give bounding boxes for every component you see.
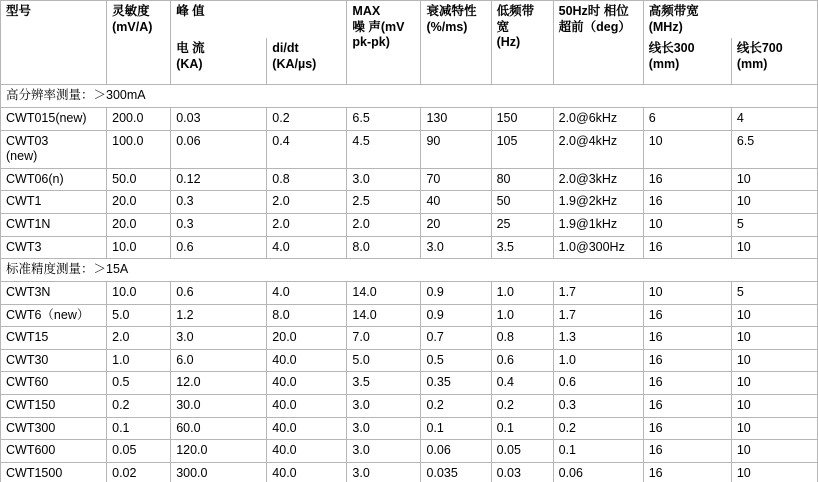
- cell-droop: 20: [421, 214, 491, 237]
- cell-droop: 0.35: [421, 372, 491, 395]
- cell-hf-bw-700: 10: [731, 236, 817, 259]
- col-header-droop: [421, 1, 491, 85]
- cell-hf-bw-300: 16: [643, 440, 731, 463]
- cell-didt: 0.2: [267, 107, 347, 130]
- cell-low-freq-bw: 1.0: [491, 304, 553, 327]
- col-header-noise-line2: 噪 声(mV: [352, 19, 405, 34]
- cell-model: CWT6（new）: [1, 304, 107, 327]
- section-title: 高分辨率测量：＞300mA: [1, 85, 818, 108]
- cell-sensitivity: 0.02: [107, 462, 171, 482]
- col-header-hf-300: [643, 38, 731, 85]
- cell-droop: 130: [421, 107, 491, 130]
- cell-peak-current: 0.3: [171, 191, 267, 214]
- cell-sensitivity: 0.1: [107, 417, 171, 440]
- cell-max-noise: 3.0: [347, 395, 421, 418]
- cell-peak-current: 12.0: [171, 372, 267, 395]
- col-header-model-label: 型号: [6, 4, 32, 18]
- cell-max-noise: 3.0: [347, 417, 421, 440]
- cell-hf-bw-300: 16: [643, 462, 731, 482]
- cell-hf-bw-700: 10: [731, 417, 817, 440]
- cell-low-freq-bw: 50: [491, 191, 553, 214]
- col-header-phase-line2: 超前（deg）: [558, 19, 631, 34]
- col-header-peak-current: [171, 38, 267, 85]
- table-row: [1, 168, 818, 191]
- section-title: 标准精度测量：＞15A: [1, 259, 818, 282]
- cell-low-freq-bw: 0.1: [491, 417, 553, 440]
- cell-phase-50hz: 0.6: [553, 372, 643, 395]
- cell-hf-bw-700: 10: [731, 372, 817, 395]
- table-row: [1, 281, 818, 304]
- cell-sensitivity: 2.0: [107, 327, 171, 350]
- col-header-low-freq-bw: [491, 1, 553, 85]
- cell-hf-bw-300: 16: [643, 417, 731, 440]
- cell-model: CWT600: [1, 440, 107, 463]
- cell-sensitivity: 10.0: [107, 281, 171, 304]
- cell-low-freq-bw: 0.2: [491, 395, 553, 418]
- cell-didt: 40.0: [267, 417, 347, 440]
- cell-low-freq-bw: 105: [491, 130, 553, 168]
- cell-hf-bw-300: 6: [643, 107, 731, 130]
- cell-hf-bw-700: 4: [731, 107, 817, 130]
- cell-hf-bw-300: 10: [643, 130, 731, 168]
- cell-sensitivity: 10.0: [107, 236, 171, 259]
- cell-droop: 0.9: [421, 304, 491, 327]
- table-row: [1, 395, 818, 418]
- col-header-phase-50hz: [553, 1, 643, 85]
- cell-phase-50hz: 1.0@300Hz: [553, 236, 643, 259]
- cell-didt: 0.8: [267, 168, 347, 191]
- col-header-model: [1, 1, 107, 85]
- cell-droop: 3.0: [421, 236, 491, 259]
- table-row: [1, 130, 818, 168]
- cell-phase-50hz: 0.3: [553, 395, 643, 418]
- cell-low-freq-bw: 25: [491, 214, 553, 237]
- cell-max-noise: 4.5: [347, 130, 421, 168]
- col-header-didt-line1: di/dt: [272, 41, 299, 56]
- cell-low-freq-bw: 1.0: [491, 281, 553, 304]
- cell-sensitivity: 0.5: [107, 372, 171, 395]
- cell-low-freq-bw: 0.05: [491, 440, 553, 463]
- cell-hf-bw-700: 10: [731, 395, 817, 418]
- cell-hf-bw-700: 10: [731, 304, 817, 327]
- cell-model: CWT3N: [1, 281, 107, 304]
- cell-max-noise: 2.0: [347, 214, 421, 237]
- cell-peak-current: 300.0: [171, 462, 267, 482]
- col-header-hf300-line1: 线长300: [648, 41, 695, 56]
- cell-hf-bw-700: 10: [731, 191, 817, 214]
- cell-sensitivity: 0.2: [107, 395, 171, 418]
- cell-phase-50hz: 2.0@4kHz: [553, 130, 643, 168]
- cell-sensitivity: 50.0: [107, 168, 171, 191]
- col-header-hf-700: [731, 38, 817, 85]
- cell-hf-bw-300: 16: [643, 236, 731, 259]
- col-header-peak-group: [171, 1, 347, 39]
- col-header-hf700-line2: (mm): [736, 56, 768, 71]
- cell-model: CWT150: [1, 395, 107, 418]
- cell-model: CWT06(n): [1, 168, 107, 191]
- cell-phase-50hz: 1.3: [553, 327, 643, 350]
- cell-peak-current: 30.0: [171, 395, 267, 418]
- cell-sensitivity: 100.0: [107, 130, 171, 168]
- cell-hf-bw-300: 16: [643, 372, 731, 395]
- col-header-didt: [267, 38, 347, 85]
- cell-phase-50hz: 2.0@3kHz: [553, 168, 643, 191]
- table-body: [1, 85, 818, 482]
- cell-droop: 70: [421, 168, 491, 191]
- cell-low-freq-bw: 0.6: [491, 349, 553, 372]
- col-header-noise-line1: MAX: [352, 4, 381, 18]
- cell-didt: 40.0: [267, 372, 347, 395]
- cell-max-noise: 14.0: [347, 281, 421, 304]
- cell-sensitivity: 1.0: [107, 349, 171, 372]
- cell-didt: 2.0: [267, 214, 347, 237]
- cell-model: CWT1: [1, 191, 107, 214]
- cell-model: CWT30: [1, 349, 107, 372]
- cell-hf-bw-300: 16: [643, 327, 731, 350]
- cell-hf-bw-700: 6.5: [731, 130, 817, 168]
- cell-low-freq-bw: 0.8: [491, 327, 553, 350]
- cell-didt: 40.0: [267, 349, 347, 372]
- cell-max-noise: 14.0: [347, 304, 421, 327]
- cell-phase-50hz: 0.2: [553, 417, 643, 440]
- cell-hf-bw-300: 16: [643, 304, 731, 327]
- cell-hf-bw-700: 5: [731, 214, 817, 237]
- cell-peak-current: 60.0: [171, 417, 267, 440]
- col-header-droop-line1: 衰减特性: [426, 4, 477, 18]
- cell-hf-bw-700: 10: [731, 349, 817, 372]
- cell-sensitivity: 5.0: [107, 304, 171, 327]
- cell-model-line2: (new): [6, 149, 38, 164]
- cell-model-line1: CWT03: [6, 133, 49, 148]
- cell-droop: 90: [421, 130, 491, 168]
- cell-max-noise: 3.5: [347, 372, 421, 395]
- col-header-noise-line3: pk-pk): [352, 35, 390, 50]
- table-row: [1, 304, 818, 327]
- table-row: [1, 417, 818, 440]
- cell-droop: 0.035: [421, 462, 491, 482]
- cell-phase-50hz: 1.0: [553, 349, 643, 372]
- cell-model: CWT3: [1, 236, 107, 259]
- cell-model: CWT015(new): [1, 107, 107, 130]
- cell-didt: 4.0: [267, 281, 347, 304]
- cell-hf-bw-300: 16: [643, 191, 731, 214]
- cell-phase-50hz: 2.0@6kHz: [553, 107, 643, 130]
- col-header-droop-line2: (%/ms): [426, 19, 468, 34]
- cell-max-noise: 3.0: [347, 168, 421, 191]
- cell-droop: 0.2: [421, 395, 491, 418]
- cell-hf-bw-700: 10: [731, 327, 817, 350]
- table-row: [1, 236, 818, 259]
- cell-low-freq-bw: 3.5: [491, 236, 553, 259]
- cell-peak-current: 0.03: [171, 107, 267, 130]
- section-row: [1, 259, 818, 282]
- cell-peak-current: 0.6: [171, 281, 267, 304]
- cell-peak-current: 0.6: [171, 236, 267, 259]
- cell-droop: 40: [421, 191, 491, 214]
- col-header-phase-line1: 50Hz时 相位: [558, 4, 629, 18]
- cell-sensitivity: 200.0: [107, 107, 171, 130]
- cell-phase-50hz: 1.9@2kHz: [553, 191, 643, 214]
- cell-hf-bw-300: 10: [643, 214, 731, 237]
- table-row: [1, 462, 818, 482]
- cell-hf-bw-300: 10: [643, 281, 731, 304]
- section-row: [1, 85, 818, 108]
- cell-hf-bw-300: 16: [643, 395, 731, 418]
- cell-max-noise: 3.0: [347, 440, 421, 463]
- cell-sensitivity: 20.0: [107, 214, 171, 237]
- cell-model: CWT60: [1, 372, 107, 395]
- cell-sensitivity: 0.05: [107, 440, 171, 463]
- cell-hf-bw-300: 16: [643, 168, 731, 191]
- cell-didt: 20.0: [267, 327, 347, 350]
- cell-model: CWT1N: [1, 214, 107, 237]
- cell-low-freq-bw: 0.4: [491, 372, 553, 395]
- col-header-didt-line2: (KA/µs): [272, 56, 317, 71]
- col-header-hf700-line1: 线长700: [736, 41, 783, 56]
- cell-model: CWT300: [1, 417, 107, 440]
- cell-peak-current: 120.0: [171, 440, 267, 463]
- cell-didt: 40.0: [267, 462, 347, 482]
- col-header-sensitivity: [107, 1, 171, 85]
- cell-hf-bw-700: 10: [731, 440, 817, 463]
- cell-droop: 0.5: [421, 349, 491, 372]
- cell-hf-bw-700: 5: [731, 281, 817, 304]
- table-row: [1, 440, 818, 463]
- col-header-sensitivity-line1: 灵敏度: [112, 4, 150, 18]
- cell-peak-current: 6.0: [171, 349, 267, 372]
- cell-phase-50hz: 0.06: [553, 462, 643, 482]
- cell-phase-50hz: 1.9@1kHz: [553, 214, 643, 237]
- cell-model: CWT1500: [1, 462, 107, 482]
- cell-didt: 4.0: [267, 236, 347, 259]
- cell-peak-current: 3.0: [171, 327, 267, 350]
- cell-phase-50hz: 1.7: [553, 304, 643, 327]
- cell-peak-current: 0.12: [171, 168, 267, 191]
- table-row: [1, 327, 818, 350]
- cell-max-noise: 6.5: [347, 107, 421, 130]
- table-row: [1, 191, 818, 214]
- cell-model: CWT15: [1, 327, 107, 350]
- col-header-peak-current-line1: 电 流: [176, 41, 205, 56]
- cell-didt: 40.0: [267, 440, 347, 463]
- cell-low-freq-bw: 80: [491, 168, 553, 191]
- col-header-lowbw-line1: 低频带: [496, 4, 535, 18]
- col-header-max-noise: [347, 1, 421, 85]
- cell-peak-current: 0.06: [171, 130, 267, 168]
- table-row: [1, 372, 818, 395]
- cell-didt: 40.0: [267, 395, 347, 418]
- col-header-high-freq-group: [643, 1, 817, 39]
- cell-hf-bw-700: 10: [731, 462, 817, 482]
- col-header-lowbw-line2: 宽: [496, 19, 510, 34]
- col-header-lowbw-line3: (Hz): [496, 35, 521, 50]
- cell-phase-50hz: 1.7: [553, 281, 643, 304]
- cell-hf-bw-700: 10: [731, 168, 817, 191]
- cell-hf-bw-300: 16: [643, 349, 731, 372]
- col-header-peak-group-label: 峰 值: [176, 4, 205, 18]
- cell-max-noise: 7.0: [347, 327, 421, 350]
- cell-sensitivity: 20.0: [107, 191, 171, 214]
- cell-low-freq-bw: 0.03: [491, 462, 553, 482]
- cell-low-freq-bw: 150: [491, 107, 553, 130]
- cell-didt: 2.0: [267, 191, 347, 214]
- header-row-top: [1, 1, 818, 39]
- cell-didt: 8.0: [267, 304, 347, 327]
- cell-droop: 0.06: [421, 440, 491, 463]
- table-row: [1, 349, 818, 372]
- cell-phase-50hz: 0.1: [553, 440, 643, 463]
- cell-max-noise: 3.0: [347, 462, 421, 482]
- cell-droop: 0.1: [421, 417, 491, 440]
- table-row: [1, 214, 818, 237]
- col-header-hfbw-line2: (MHz): [648, 19, 683, 34]
- cell-model: [1, 130, 107, 168]
- cell-peak-current: 1.2: [171, 304, 267, 327]
- col-header-hfbw-line1: 高频带宽: [648, 4, 699, 18]
- cell-peak-current: 0.3: [171, 214, 267, 237]
- cell-droop: 0.7: [421, 327, 491, 350]
- table-header: [1, 1, 818, 85]
- col-header-sensitivity-line2: (mV/A): [112, 19, 153, 34]
- col-header-peak-current-line2: (KA): [176, 56, 203, 71]
- cell-max-noise: 2.5: [347, 191, 421, 214]
- cell-max-noise: 5.0: [347, 349, 421, 372]
- table-row: [1, 107, 818, 130]
- cell-max-noise: 8.0: [347, 236, 421, 259]
- cell-didt: 0.4: [267, 130, 347, 168]
- col-header-hf300-line2: (mm): [648, 56, 680, 71]
- cell-droop: 0.9: [421, 281, 491, 304]
